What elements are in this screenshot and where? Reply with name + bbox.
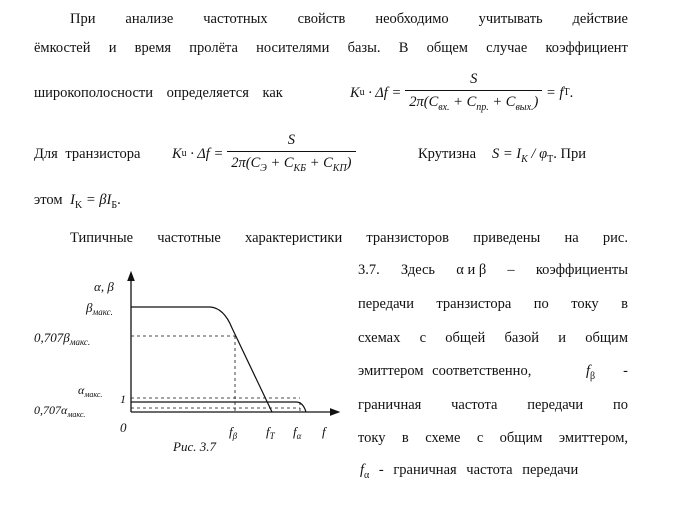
word: частотных <box>203 11 268 27</box>
paragraph3-line1 <box>70 228 628 248</box>
formula1-lhs-sub: u <box>359 87 365 98</box>
formula2-denominator: $2\pi(C_Э + C_{КБ} + C_{КП})$ <box>231 154 352 174</box>
word: передачи <box>358 296 414 312</box>
word: базы. <box>347 40 381 56</box>
word: ёмкостей <box>34 40 91 56</box>
word: учитывать <box>478 11 543 27</box>
formula1-rhs-end: . <box>569 85 574 101</box>
formula1-lhs: K <box>350 85 360 101</box>
paragraph1-line1 <box>70 9 628 29</box>
col-line4: эмиттером соответственно, $f_\beta$ - <box>358 363 628 382</box>
word: – <box>507 262 515 278</box>
word: общей <box>445 330 486 346</box>
word: 3.7. <box>358 262 380 278</box>
formula2-fraction-bar <box>227 151 355 152</box>
formula2-lhs-sub: u <box>181 148 187 159</box>
paragraph2-line1 <box>34 131 634 174</box>
paragraph1-line3 <box>34 70 634 113</box>
word: в <box>621 296 628 312</box>
word: свойств <box>297 11 346 27</box>
word: току <box>358 430 386 446</box>
f-beta-tick: $f_\beta$ <box>229 424 238 441</box>
word: Типичные <box>70 230 134 246</box>
col-line4-text: эмиттером соответственно, <box>358 363 532 379</box>
col-line6 <box>358 428 628 448</box>
word: току <box>571 296 599 312</box>
word: носителями <box>256 40 330 56</box>
word: и <box>558 330 567 346</box>
krutizna-label: Крутизна <box>418 146 476 162</box>
f-alpha-tick: $f_\alpha$ <box>293 424 302 441</box>
word: общим <box>499 430 543 446</box>
formula-bandwidth-general <box>350 70 574 113</box>
f-beta-symbol: f <box>586 363 591 379</box>
krutizna-formula: $S = I_K / \varphi_T$. При <box>492 146 586 165</box>
alpha-707-label: $0,707\alpha_{макс.}$ <box>34 403 86 419</box>
word: Здесь <box>400 262 436 278</box>
word: α и β <box>456 262 487 278</box>
p2-lead: Для транзистора <box>34 146 141 162</box>
paragraph2-line2: этом $I_K = \beta I_Б$. <box>34 192 121 211</box>
beta-curve <box>131 307 272 412</box>
y-axis-label: α, β <box>94 279 114 294</box>
formula2-lhs-rest: · Δf = <box>186 146 224 162</box>
word: эмиттером, <box>558 430 628 446</box>
x-axis-label: f <box>322 424 326 439</box>
word: рис. <box>602 230 628 246</box>
formula1-numerator: S <box>470 70 478 87</box>
word: с <box>419 330 427 346</box>
formula1-fraction-bar <box>405 90 542 91</box>
figure-frequency-characteristics <box>0 262 350 462</box>
formula-bandwidth-transistor <box>172 131 356 174</box>
word: и <box>108 40 117 56</box>
origin-label: 0 <box>120 420 127 435</box>
word: с <box>476 430 484 446</box>
col-line5 <box>358 395 628 415</box>
word: случае <box>486 40 528 56</box>
formula1-rhs-sub: T <box>563 87 570 98</box>
word: коэффициенты <box>535 262 628 278</box>
formula1-lhs-rest: · Δf = <box>364 85 402 101</box>
word: При <box>70 11 96 27</box>
col-line2 <box>358 294 628 314</box>
word: схемах <box>358 330 401 346</box>
word: коэффициент <box>545 40 628 56</box>
paragraph1-line2 <box>34 38 628 58</box>
formula1-denominator: $2\pi(C_{вх.} + C_{пр.} + C_{вых.})$ <box>409 93 539 113</box>
word: на <box>564 230 579 246</box>
word: В <box>398 40 409 56</box>
word: частота <box>451 397 498 413</box>
col-line1 <box>358 260 628 280</box>
line3-text: широкополосности определяется как <box>34 85 283 101</box>
alpha-max-label: $\alpha_{макс.}$ <box>78 383 103 399</box>
word: по <box>533 296 549 312</box>
word: в <box>401 430 409 446</box>
f-alpha-symbol: f <box>360 462 365 478</box>
word: характеристики <box>245 230 343 246</box>
alpha-curve <box>131 402 306 412</box>
word: общим <box>585 330 628 346</box>
word: базой <box>504 330 539 346</box>
word: передачи <box>527 397 584 413</box>
word: общем <box>426 40 468 56</box>
word: схеме <box>425 430 461 446</box>
word: пролёта <box>189 40 238 56</box>
word: анализе <box>125 11 174 27</box>
f-T-tick: $f_T$ <box>266 424 275 441</box>
word: частотные <box>157 230 221 246</box>
word: время <box>134 40 172 56</box>
word: необходимо <box>375 11 449 27</box>
word: граничная <box>358 397 422 413</box>
ik-symbol: I <box>70 192 75 208</box>
beta-707-label: $0,707\beta_{макс.}$ <box>34 330 91 347</box>
word: по <box>612 397 628 413</box>
col-line7: $f_\alpha$ - граничная частота передачи <box>360 462 579 481</box>
p2-line2-lead: этом <box>34 192 63 208</box>
word: транзисторов <box>366 230 450 246</box>
one-label: 1 <box>120 392 126 406</box>
formula2-lhs: K <box>172 146 182 162</box>
formula1-fraction <box>405 69 542 118</box>
formula2-numerator: S <box>287 131 295 148</box>
figure-caption: Рис. 3.7 <box>173 439 216 454</box>
formula1-rhs: = f <box>542 85 564 101</box>
beta-max-label: $\beta_{макс.}$ <box>86 300 113 317</box>
col-line3 <box>358 328 628 348</box>
formula2-fraction <box>227 130 355 179</box>
word: транзистора <box>436 296 512 312</box>
word: приведены <box>473 230 541 246</box>
word: действие <box>572 11 628 27</box>
